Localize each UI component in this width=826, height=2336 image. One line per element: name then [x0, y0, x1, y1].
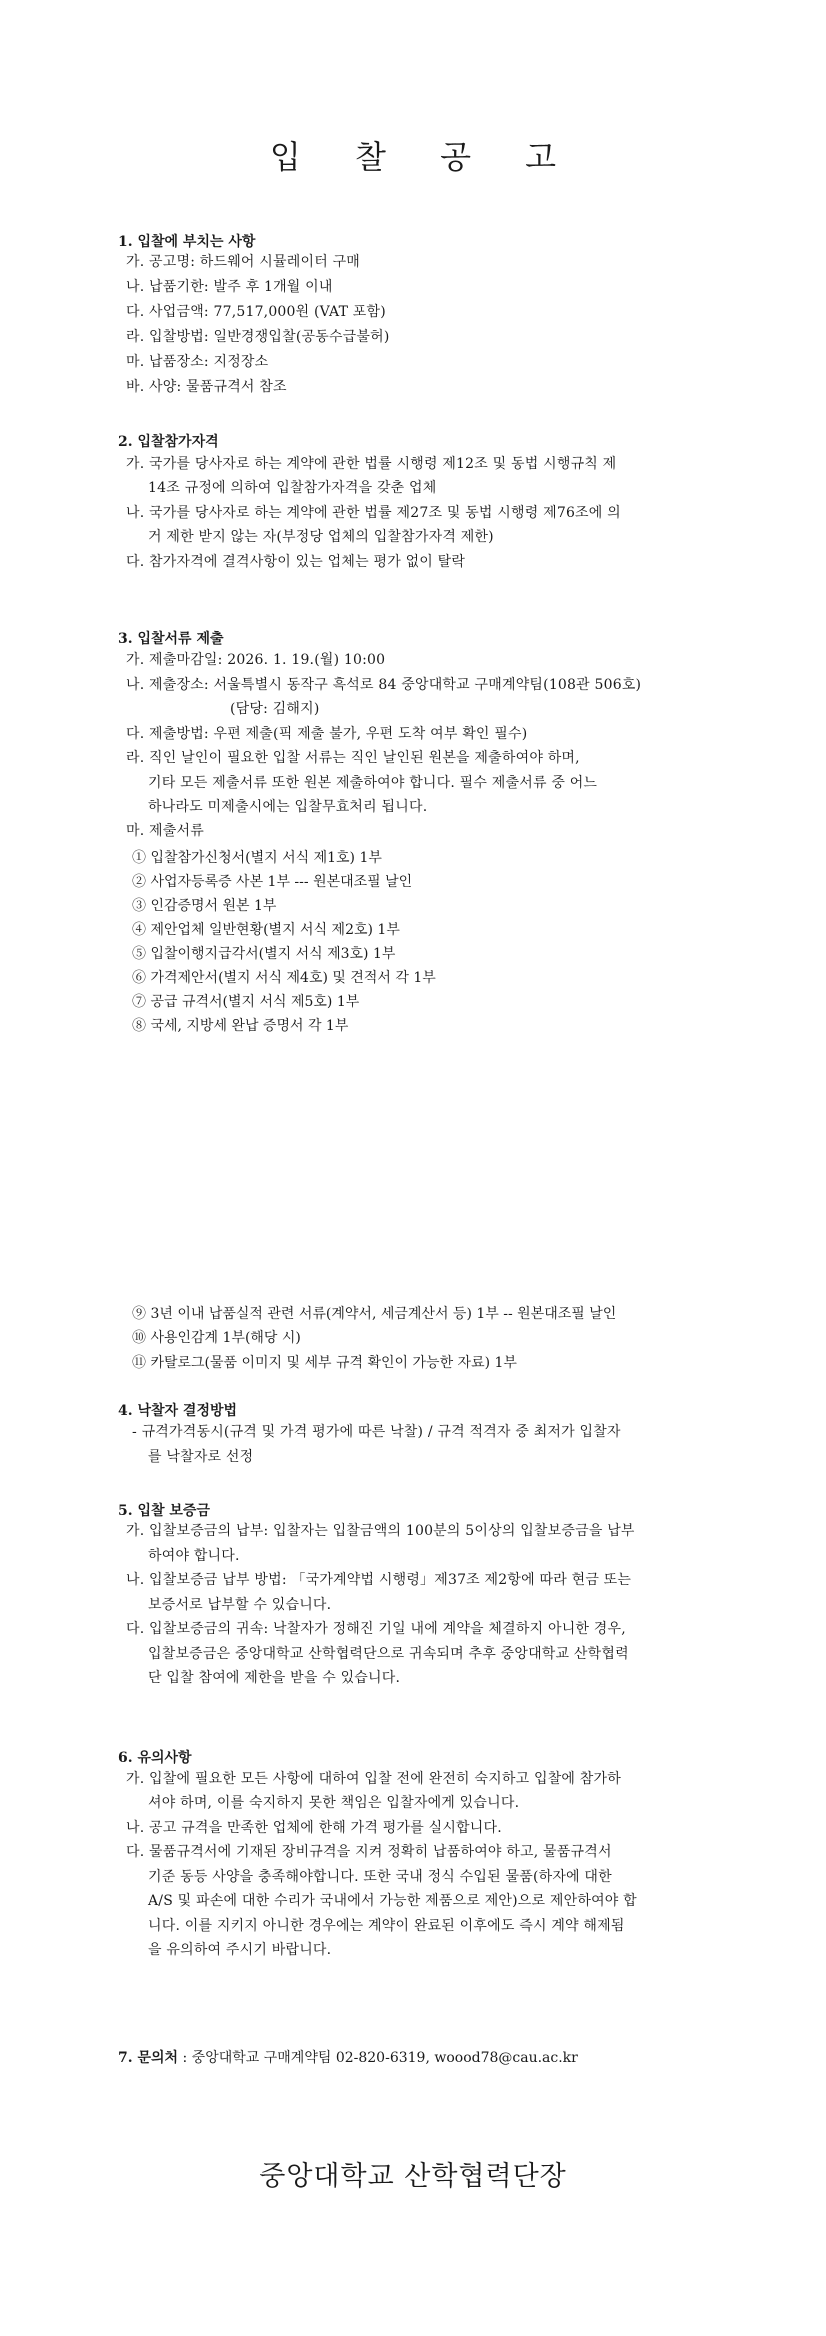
document-item: ⑩ 사용인감계 1부(해당 시) [132, 1330, 301, 1346]
sec1-item: 가. 공고명: 하드웨어 시뮬레이터 구매 [126, 254, 361, 270]
sec6-line: 기준 동등 사양을 충족해야합니다. 또한 국내 정식 수입된 물품(하자에 대한 [148, 1869, 612, 1885]
sec1-item: 바. 사양: 물품규격서 참조 [126, 379, 287, 395]
document-item: ⑤ 입찰이행지급각서(별지 서식 제3호) 1부 [132, 946, 396, 962]
sec2-line: 14조 규정에 의하여 입찰참가자격을 갖춘 업체 [148, 480, 437, 496]
sec5-line: 보증서로 납부할 수 있습니다. [148, 1597, 332, 1613]
sec5-line: 단 입찰 참여에 제한을 받을 수 있습니다. [148, 1670, 401, 1686]
document-item: ① 입찰참가신청서(별지 서식 제1호) 1부 [132, 850, 382, 866]
sec4-line: 를 낙찰자로 선정 [148, 1449, 254, 1465]
contact-text: : 중앙대학교 구매계약팀 02-820-6319, woood78@cau.ac.kr [182, 2050, 578, 2066]
sec6-line: A/S 및 파손에 대한 수리가 국내에서 가능한 제품으로 제안)으로 제안하여야 합 [148, 1893, 637, 1909]
sec3-line: 마. 제출서류 [126, 823, 204, 839]
sec5-line: 나. 입찰보증금 납부 방법: 「국가계약법 시행령」제37조 제2항에 따라 현금 또는 [126, 1572, 632, 1588]
sec1-item: 나. 납품기한: 발주 후 1개월 이내 [126, 279, 333, 295]
sec6-line: 을 유의하여 주시기 바랍니다. [148, 1942, 332, 1958]
sec3-line: 라. 직인 날인이 필요한 입찰 서류는 직인 날인된 원본을 제출하여야 하며, [126, 750, 580, 766]
document-item: ④ 제안업체 일반현황(별지 서식 제2호) 1부 [132, 922, 400, 938]
section-3-heading: 3. 입찰서류 제출 [118, 631, 224, 647]
section-6-heading: 6. 유의사항 [118, 1750, 192, 1766]
document-item: ⑪ 카탈로그(물품 이미지 및 세부 규격 확인이 가능한 자료) 1부 [132, 1355, 517, 1371]
sec5-line: 하여야 합니다. [148, 1548, 240, 1564]
section-5-heading: 5. 입찰 보증금 [118, 1503, 210, 1519]
sec6-line: 나. 공고 규격을 만족한 업체에 한해 가격 평가를 실시합니다. [126, 1820, 502, 1836]
sec1-item: 다. 사업금액: 77,517,000원 (VAT 포함) [126, 304, 386, 320]
sec2-line: 거 제한 받지 않는 자(부정당 업체의 입찰참가자격 제한) [148, 529, 494, 545]
sec4-line: - 규격가격동시(규격 및 가격 평가에 따른 낙찰) / 규격 적격자 중 최저가 입찰자 [132, 1424, 621, 1440]
sec6-line: 가. 입찰에 필요한 모든 사항에 대하여 입찰 전에 완전히 숙지하고 입찰에 참가하 [126, 1771, 621, 1787]
sec6-line: 니다. 이를 지키지 아니한 경우에는 계약이 완료된 이후에도 즉시 계약 해제됨 [148, 1918, 625, 1934]
document-item: ⑥ 가격제안서(별지 서식 제4호) 및 견적서 각 1부 [132, 970, 436, 986]
sec3-line: 하나라도 미제출시에는 입찰무효처리 됩니다. [148, 799, 428, 815]
document-item: ⑨ 3년 이내 납품실적 관련 서류(계약서, 세금계산서 등) 1부 -- 원본대조필 날인 [132, 1306, 617, 1322]
sec6-line: 셔야 하며, 이를 숙지하지 못한 책임은 입찰자에게 있습니다. [148, 1795, 520, 1811]
sec1-item: 마. 납품장소: 지정장소 [126, 354, 269, 370]
sec3-line: 나. 제출장소: 서울특별시 동작구 흑석로 84 중앙대학교 구매계약팀(108관 506호) [126, 677, 642, 693]
sec2-line: 가. 국가를 당사자로 하는 계약에 관한 법률 시행령 제12조 및 동법 시행규칙 제 [126, 456, 617, 472]
contact-label: 7. 문의처 [118, 2050, 179, 2066]
issuer-signature: 중앙대학교 산학협력단장 [259, 2161, 567, 2192]
section-2-heading: 2. 입찰참가자격 [118, 434, 219, 450]
sec1-item: 라. 입찰방법: 일반경쟁입찰(공동수급불허) [126, 329, 390, 345]
sec2-line: 다. 참가자격에 결격사항이 있는 업체는 평가 없이 탈락 [126, 554, 466, 570]
sec3-line: 가. 제출마감일: 2026. 1. 19.(월) 10:00 [126, 652, 386, 668]
sec5-line: 입찰보증금은 중앙대학교 산학협력단으로 귀속되며 추후 중앙대학교 산학협력 [148, 1646, 629, 1662]
document-item: ② 사업자등록증 사본 1부 --- 원본대조필 날인 [132, 874, 413, 890]
section-1-heading: 1. 입찰에 부치는 사항 [118, 234, 256, 250]
sec6-line: 다. 물품규격서에 기재된 장비규격을 지켜 정확히 납품하여야 하고, 물품규격서 [126, 1844, 612, 1860]
sec3-line: 기타 모든 제출서류 또한 원본 제출하여야 합니다. 필수 제출서류 중 어느 [148, 775, 598, 791]
section-4-heading: 4. 낙찰자 결정방법 [118, 1403, 238, 1419]
page-title: 입 찰 공 고 [269, 138, 579, 176]
document-item: ⑧ 국세, 지방세 완납 증명서 각 1부 [132, 1018, 349, 1034]
document-item: ⑦ 공급 규격서(별지 서식 제5호) 1부 [132, 994, 360, 1010]
sec5-line: 가. 입찰보증금의 납부: 입찰자는 입찰금액의 100분의 5이상의 입찰보증금을 납부 [126, 1523, 635, 1539]
sec5-line: 다. 입찰보증금의 귀속: 낙찰자가 정해진 기일 내에 계약을 체결하지 아니한 경우, [126, 1621, 626, 1637]
sec2-line: 나. 국가를 당사자로 하는 계약에 관한 법률 제27조 및 동법 시행령 제76조에 의 [126, 505, 621, 521]
document-item: ③ 인감증명서 원본 1부 [132, 898, 277, 914]
sec3-line: (담당: 김해지) [230, 701, 320, 717]
contact-info [118, 2047, 578, 2067]
sec3-line: 다. 제출방법: 우편 제출(픽 제출 불가, 우편 도착 여부 확인 필수) [126, 726, 528, 742]
